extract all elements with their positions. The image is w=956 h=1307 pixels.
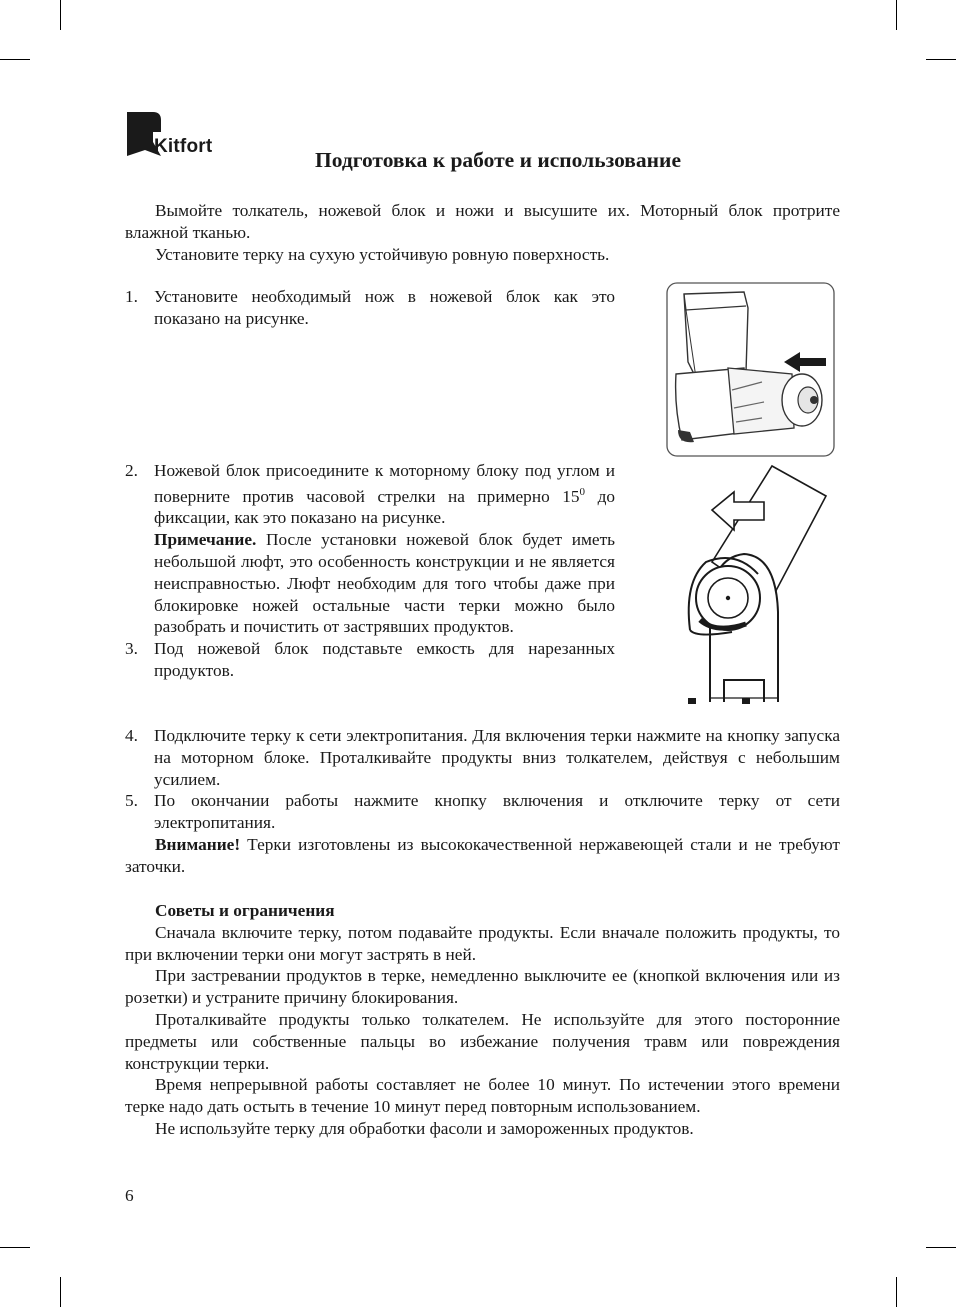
crop-mark	[0, 59, 30, 60]
intro-section	[125, 200, 840, 265]
note-text: После установки ножевой блок будет иметь небольшой люфт, это особенность конструкции и не является неисправностью. Люфт необходим для того чтобы даже при блокировке ножей остальные части терки можно было разобрать и почистить от застрявших продуктов.	[154, 530, 615, 637]
page-number: 6	[125, 1186, 134, 1205]
degree-superscript: 0	[579, 485, 586, 498]
intro-paragraph: Вымойте толкатель, ножевой блок и ножи и высушите их. Моторный блок протрите влажной тканью.	[125, 201, 840, 242]
crop-mark	[896, 1277, 897, 1307]
tip-paragraph: Проталкивайте продукты только толкателем. Не используйте для этого посторонние предметы или собственные пальцы во избежание получения травм или повреждения конструкции терки.	[125, 1009, 840, 1073]
tips-heading	[125, 900, 840, 922]
list-item	[125, 725, 840, 790]
step-text: По окончании работы нажмите кнопку включения и отключите терку от сети электропитания.	[154, 791, 840, 833]
page-title: Подготовка к работе и использование	[315, 148, 681, 172]
crop-mark	[60, 0, 61, 30]
tip-paragraph: Время непрерывной работы составляет не более 10 минут. По истечении этого времени терке надо дать остыть в течение 10 минут перед повторным использованием.	[125, 1075, 840, 1117]
knife-insert-illustration	[666, 282, 836, 457]
crop-mark	[926, 1247, 956, 1248]
tips-heading-text: Советы и ограничения	[155, 901, 335, 920]
brand-name: Kitfort	[154, 136, 213, 157]
list-item	[125, 790, 840, 834]
step-text	[154, 460, 615, 529]
tips-section	[125, 900, 840, 1140]
tip-paragraph: При застревании продуктов в терке, немедленно выключите ее (кнопкой включения или из розетки) и устраните причину блокирования.	[125, 966, 840, 1008]
step-2	[125, 460, 615, 682]
step-number: 4.	[125, 726, 138, 745]
list-item	[125, 286, 615, 330]
step-1	[125, 286, 615, 330]
note-label: Примечание.	[154, 530, 257, 550]
crop-mark	[60, 1277, 61, 1307]
tip-paragraph: Сначала включите терку, потом подавайте продукты. Если вначале положить продукты, то при включении терки они могут застрять в ней.	[125, 922, 840, 964]
step-text: Под ножевой блок подставьте емкость для нарезанных продуктов.	[154, 639, 615, 680]
step-number: 5.	[125, 791, 138, 811]
step-number: 2.	[125, 461, 138, 480]
step-text-part: Ножевой блок присоедините к моторному блоку под углом и поверните против часовой стрелки на примерно 15	[154, 461, 615, 506]
list-item	[125, 460, 615, 529]
attach-block-illustration	[680, 462, 830, 722]
crop-mark	[926, 59, 956, 60]
warning-paragraph	[125, 834, 840, 878]
warning-text: Терки изготовлены из высококачественной нержавеющей стали и не требуют заточки.	[125, 834, 840, 876]
crop-mark	[896, 0, 897, 30]
tip-paragraph: Не используйте терку для обработки фасоли и замороженных продуктов.	[155, 1118, 694, 1138]
step-text: Установите необходимый нож в ножевой блок как это показано на рисунке.	[154, 287, 615, 328]
step-number: 1.	[125, 287, 138, 306]
step-text-part: до фиксации, как это показано на рисунке.	[154, 486, 615, 528]
intro-paragraph: Установите терку на сухую устойчивую ровную поверхность.	[155, 244, 610, 264]
list-item	[125, 638, 615, 682]
crop-mark	[0, 1247, 30, 1248]
step-text: Подключите терку к сети электропитания. Для включения терки нажмите на кнопку запуска на моторном блоке. Проталкивайте продукты вниз толкателем, действуя с небольшим усилием.	[154, 726, 840, 789]
step-number: 3.	[125, 639, 138, 659]
steps-4-5	[125, 725, 840, 878]
warning-label: Внимание!	[155, 834, 241, 854]
note-paragraph	[125, 529, 615, 638]
